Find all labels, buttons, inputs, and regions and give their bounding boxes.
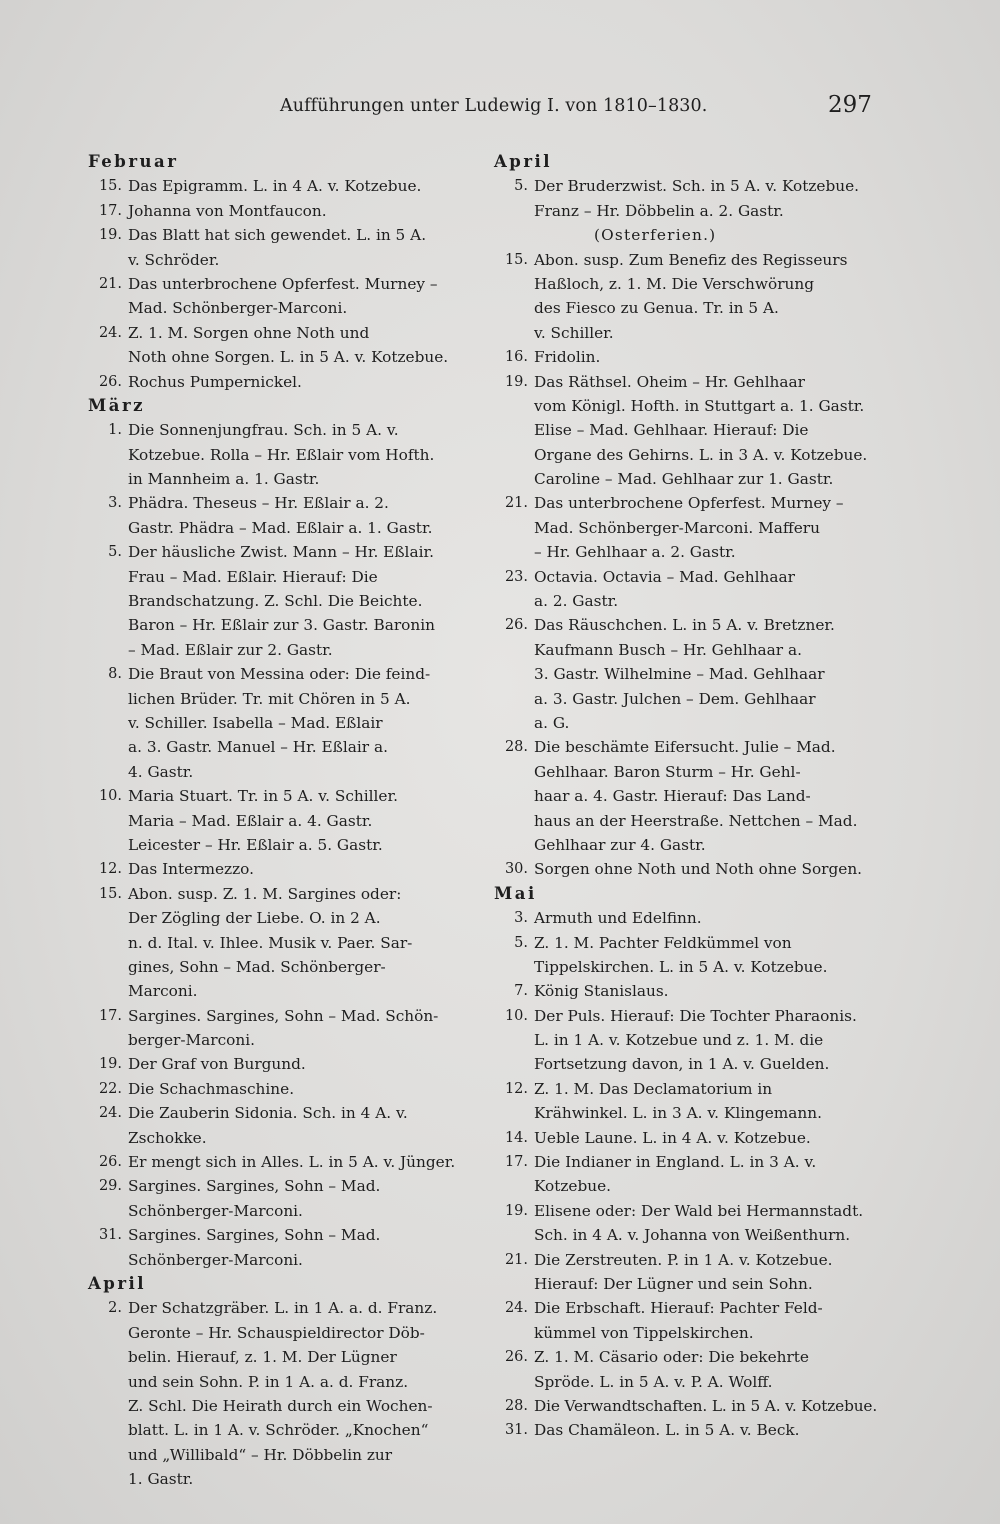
- performance-entry: [494, 174, 879, 223]
- month-heading: März: [88, 395, 146, 415]
- entry-line: Die Verwandtschaften. L. in 5 A. v. Kotzebue.: [534, 1396, 878, 1415]
- entry-line: Kaufmann Busch – Hr. Gehlhaar a.: [534, 640, 802, 659]
- performance-entry: [88, 784, 473, 857]
- entry-line: n. d. Ital. v. Ihlee. Musik v. Paer. Sar-: [128, 933, 413, 952]
- entry-day: 16.: [504, 349, 528, 366]
- entry-line: Ueble Laune. L. in 4 A. v. Kotzebue.: [534, 1128, 811, 1147]
- entry-day: 23.: [504, 568, 528, 585]
- entry-line: König Stanislaus.: [534, 982, 669, 1001]
- entry-line: Fortsetzung davon, in 1 A. v. Guelden.: [534, 1055, 830, 1074]
- entry-line: Elisene oder: Der Wald bei Hermannstadt.: [534, 1201, 864, 1220]
- entry-line: Kotzebue. Rolla – Hr. Eßlair vom Hofth.: [128, 445, 435, 464]
- entry-day: 31.: [504, 1422, 528, 1439]
- performance-entry: [494, 857, 879, 881]
- performance-entry: [494, 1394, 879, 1418]
- entry-line: haus an der Heerstraße. Nettchen – Mad.: [534, 811, 858, 830]
- performance-entry: [88, 491, 473, 540]
- entry-line: Sargines. Sargines, Sohn – Mad.: [128, 1226, 381, 1245]
- entry-line: des Fiesco zu Genua. Tr. in 5 A.: [534, 299, 779, 318]
- entry-line: 3. Gastr. Wilhelmine – Mad. Gehlhaar: [534, 665, 825, 684]
- month-heading: Februar: [88, 152, 179, 171]
- entry-day: 15.: [98, 885, 122, 902]
- performance-entry: [494, 735, 879, 857]
- entry-line: a. 2. Gastr.: [534, 592, 619, 611]
- entry-day: 19.: [504, 373, 528, 390]
- performance-entry: [88, 199, 473, 223]
- page-header: [0, 92, 1000, 126]
- entry-day: 28.: [504, 1397, 528, 1414]
- entry-line: Das Epigramm. L. in 4 A. v. Kotzebue.: [128, 177, 422, 196]
- entry-line: Er mengt sich in Alles. L. in 5 A. v. Jünger.: [128, 1153, 456, 1172]
- performance-entry: [88, 272, 473, 321]
- entry-line: Frau – Mad. Eßlair. Hierauf: Die: [128, 567, 378, 586]
- performance-entry: [88, 1223, 473, 1272]
- entry-day: 22.: [98, 1080, 122, 1097]
- entry-line: Sch. in 4 A. v. Johanna von Weißenthurn.: [534, 1226, 851, 1245]
- performance-entry: [494, 1077, 879, 1126]
- performance-entry: [494, 1296, 879, 1345]
- performance-entry: [88, 1174, 473, 1223]
- entry-day: 26.: [98, 1154, 122, 1171]
- entry-line: Fridolin.: [534, 348, 601, 367]
- entry-line: Die Zerstreuten. P. in 1 A. v. Kotzebue.: [534, 1250, 833, 1269]
- entry-day: 5.: [514, 934, 528, 951]
- performance-entry: [494, 1199, 879, 1248]
- entry-day: 26.: [504, 617, 528, 634]
- entry-day: 21.: [98, 275, 122, 292]
- entry-line: gines, Sohn – Mad. Schönberger-: [128, 957, 386, 976]
- entry-line: Schönberger-Marconi.: [128, 1201, 303, 1220]
- entry-line: v. Schiller. Isabella – Mad. Eßlair: [128, 713, 383, 732]
- entry-day: 12.: [504, 1080, 528, 1097]
- entry-line: Das Chamäleon. L. in 5 A. v. Beck.: [534, 1421, 800, 1440]
- entry-line: Armuth und Edelfinn.: [534, 909, 702, 928]
- performance-entry: [88, 1052, 473, 1076]
- entry-line: Der Schatzgräber. L. in 1 A. a. d. Franz.: [128, 1299, 438, 1318]
- entry-line: 1. Gastr.: [128, 1470, 194, 1489]
- performance-entry: [494, 1248, 879, 1297]
- entry-line: Z. 1. M. Sorgen ohne Noth und: [128, 323, 370, 342]
- entry-line: Die Sonnenjungfrau. Sch. in 5 A. v.: [128, 421, 399, 440]
- entry-line: Elise – Mad. Gehlhaar. Hierauf: Die: [534, 421, 809, 440]
- entry-line: Kotzebue.: [534, 1177, 612, 1196]
- entry-line: Franz – Hr. Döbbelin a. 2. Gastr.: [534, 201, 784, 220]
- entry-line: v. Schröder.: [128, 250, 220, 269]
- entry-line: – Hr. Gehlhaar a. 2. Gastr.: [534, 543, 736, 562]
- entry-line: Z. Schl. Die Heirath durch ein Wochen-: [128, 1396, 433, 1415]
- performance-entry: [88, 223, 473, 272]
- entry-line: Tippelskirchen. L. in 5 A. v. Kotzebue.: [534, 957, 828, 976]
- entry-day: 15.: [504, 251, 528, 268]
- entry-line: Haßloch, z. 1. M. Die Verschwörung: [534, 274, 815, 293]
- performance-entry: [494, 565, 879, 614]
- entry-line: Johanna von Montfaucon.: [128, 201, 327, 220]
- entry-line: Schönberger-Marconi.: [128, 1250, 303, 1269]
- performance-entry: [494, 1004, 879, 1077]
- entry-line: Z. 1. M. Pachter Feldkümmel von: [534, 933, 792, 952]
- performance-entry: [494, 1126, 879, 1150]
- entry-day: 26.: [98, 373, 122, 390]
- entry-line: Der Puls. Hierauf: Die Tochter Pharaonis.: [534, 1006, 857, 1025]
- performance-entry: [494, 931, 879, 980]
- performance-entry: [494, 248, 879, 346]
- entry-line: a. 3. Gastr. Manuel – Hr. Eßlair a.: [128, 738, 388, 757]
- entry-line: Octavia. Octavia – Mad. Gehlhaar: [534, 567, 795, 586]
- entry-line: und „Willibald“ – Hr. Döbbelin zur: [128, 1445, 393, 1464]
- entry-day: 26.: [504, 1349, 528, 1366]
- performance-entry: [88, 1150, 473, 1174]
- entry-line: Abon. susp. Z. 1. M. Sargines oder:: [128, 884, 402, 903]
- entry-day: 30.: [504, 861, 528, 878]
- entry-line: Caroline – Mad. Gehlhaar zur 1. Gastr.: [534, 470, 834, 489]
- entry-line: Phädra. Theseus – Hr. Eßlair a. 2.: [128, 494, 389, 513]
- performance-entry: [494, 370, 879, 492]
- entry-line: kümmel von Tippelskirchen.: [534, 1323, 754, 1342]
- performance-entry: [494, 1418, 879, 1442]
- entry-day: 19.: [98, 227, 122, 244]
- performance-entry: [494, 491, 879, 564]
- performance-entry: [88, 1101, 473, 1150]
- entry-line: Der Graf von Burgund.: [128, 1055, 306, 1074]
- month-heading: Mai: [494, 883, 537, 903]
- entry-day: 21.: [504, 495, 528, 512]
- entry-day: 17.: [98, 1007, 122, 1024]
- entry-line: Krähwinkel. L. in 3 A. v. Klingemann.: [534, 1104, 822, 1123]
- entry-line: Mad. Schönberger-Marconi. Mafferu: [534, 518, 820, 537]
- performance-entry: [88, 540, 473, 662]
- month-heading: April: [88, 1273, 147, 1293]
- entry-line: Z. 1. M. Das Declamatorium in: [534, 1079, 773, 1098]
- entry-line: Gastr. Phädra – Mad. Eßlair a. 1. Gastr.: [128, 518, 433, 537]
- entry-line: Der Zögling der Liebe. O. in 2 A.: [128, 909, 381, 928]
- entry-line: Hierauf: Der Lügner und sein Sohn.: [534, 1274, 813, 1293]
- entry-line: Sorgen ohne Noth und Noth ohne Sorgen.: [534, 860, 863, 879]
- entry-day: 17.: [504, 1154, 528, 1171]
- entry-day: 17.: [98, 202, 122, 219]
- entry-line: L. in 1 A. v. Kotzebue und z. 1. M. die: [534, 1031, 824, 1050]
- entry-day: 15.: [98, 178, 122, 195]
- performance-entry: [494, 979, 879, 1003]
- entry-line: vom Königl. Hofth. in Stuttgart a. 1. Gastr.: [534, 396, 865, 415]
- performance-entry: [494, 906, 879, 930]
- entry-line: Das Räuschchen. L. in 5 A. v. Bretzner.: [534, 616, 835, 635]
- entry-day: 5.: [108, 544, 122, 561]
- entry-line: v. Schiller.: [534, 323, 614, 342]
- entry-line: Mad. Schönberger-Marconi.: [128, 299, 348, 318]
- entry-line: Leicester – Hr. Eßlair a. 5. Gastr.: [128, 835, 383, 854]
- entry-line: lichen Brüder. Tr. mit Chören in 5 A.: [128, 689, 411, 708]
- entry-line: Der häusliche Zwist. Mann – Hr. Eßlair.: [128, 543, 434, 562]
- performance-entry: [88, 882, 473, 1004]
- performance-entry: [494, 613, 879, 735]
- entry-line: a. 3. Gastr. Julchen – Dem. Gehlhaar: [534, 689, 816, 708]
- performance-entry: [494, 345, 879, 369]
- entry-line: Die Erbschaft. Hierauf: Pachter Feld-: [534, 1299, 823, 1318]
- entry-day: 19.: [98, 1056, 122, 1073]
- entry-line: Das Intermezzo.: [128, 860, 254, 879]
- performance-entry: [88, 857, 473, 881]
- performance-entry: [88, 1077, 473, 1101]
- page-number: 297: [828, 92, 872, 118]
- entry-line: Das unterbrochene Opferfest. Murney –: [128, 274, 438, 293]
- entry-line: Der Bruderzwist. Sch. in 5 A. v. Kotzebue.: [534, 177, 860, 196]
- performance-entry: [88, 1004, 473, 1053]
- entry-day: 3.: [108, 495, 122, 512]
- performance-entry: [494, 1150, 879, 1199]
- entry-line: Die Schachmaschine.: [128, 1079, 295, 1098]
- running-title: Aufführungen unter Ludewig I. von 1810–1830.: [280, 96, 708, 116]
- entry-day: 31.: [98, 1227, 122, 1244]
- entry-line: Noth ohne Sorgen. L. in 5 A. v. Kotzebue.: [128, 348, 449, 367]
- entry-day: 24.: [98, 324, 122, 341]
- entry-line: Marconi.: [128, 982, 198, 1001]
- section-note: (Osterferien.): [594, 226, 717, 245]
- entry-line: Das Blatt hat sich gewendet. L. in 5 A.: [128, 226, 427, 245]
- entry-line: Die beschämte Eifersucht. Julie – Mad.: [534, 738, 836, 757]
- performance-entry: [88, 321, 473, 370]
- entry-day: 7.: [514, 983, 528, 1000]
- entry-line: belin. Hierauf, z. 1. M. Der Lügner: [128, 1348, 397, 1367]
- entry-day: 2.: [108, 1300, 122, 1317]
- entry-line: Die Indianer in England. L. in 3 A. v.: [534, 1153, 817, 1172]
- entry-line: – Mad. Eßlair zur 2. Gastr.: [128, 640, 333, 659]
- entry-line: 4. Gastr.: [128, 762, 194, 781]
- entry-line: Organe des Gehirns. L. in 3 A. v. Kotzebue.: [534, 445, 868, 464]
- entry-day: 8.: [108, 666, 122, 683]
- entry-line: Die Braut von Messina oder: Die feind-: [128, 665, 431, 684]
- entry-day: 3.: [514, 910, 528, 927]
- entry-line: Die Zauberin Sidonia. Sch. in 4 A. v.: [128, 1104, 408, 1123]
- performance-entry: [88, 418, 473, 491]
- entry-line: blatt. L. in 1 A. v. Schröder. „Knochen“: [128, 1421, 429, 1440]
- entry-day: 19.: [504, 1202, 528, 1219]
- entry-line: Geronte – Hr. Schauspieldirector Döb-: [128, 1323, 425, 1342]
- left-column: [88, 150, 473, 1491]
- entry-line: berger-Marconi.: [128, 1031, 255, 1050]
- entry-day: 10.: [504, 1007, 528, 1024]
- entry-line: Das unterbrochene Opferfest. Murney –: [534, 494, 844, 513]
- entry-line: Das Räthsel. Oheim – Hr. Gehlhaar: [534, 372, 805, 391]
- performance-entry: [88, 370, 473, 394]
- entry-line: Abon. susp. Zum Benefiz des Regisseurs: [534, 250, 848, 269]
- entry-line: a. G.: [534, 713, 570, 732]
- entry-line: Brandschatzung. Z. Schl. Die Beichte.: [128, 592, 423, 611]
- entry-day: 5.: [514, 178, 528, 195]
- entry-day: 21.: [504, 1251, 528, 1268]
- entry-line: Gehlhaar. Baron Sturm – Hr. Gehl-: [534, 762, 801, 781]
- entry-day: 14.: [504, 1129, 528, 1146]
- entry-day: 29.: [98, 1178, 122, 1195]
- month-heading: April: [494, 152, 553, 171]
- entry-day: 1.: [108, 422, 122, 439]
- performance-entry: [88, 174, 473, 198]
- entry-line: haar a. 4. Gastr. Hierauf: Das Land-: [534, 787, 811, 806]
- entry-day: 24.: [504, 1300, 528, 1317]
- entry-line: Z. 1. M. Cäsario oder: Die bekehrte: [534, 1348, 809, 1367]
- entry-line: Maria – Mad. Eßlair a. 4. Gastr.: [128, 811, 373, 830]
- entry-line: Rochus Pumpernickel.: [128, 372, 302, 391]
- entry-day: 12.: [98, 861, 122, 878]
- performance-entry: [88, 662, 473, 784]
- entry-day: 10.: [98, 788, 122, 805]
- entry-line: Sargines. Sargines, Sohn – Mad.: [128, 1177, 381, 1196]
- performance-entry: [88, 1296, 473, 1491]
- entry-line: Baron – Hr. Eßlair zur 3. Gastr. Baronin: [128, 616, 435, 635]
- entry-day: 28.: [504, 739, 528, 756]
- entry-line: Zschokke.: [128, 1128, 207, 1147]
- right-column: [494, 150, 879, 1443]
- entry-line: Maria Stuart. Tr. in 5 A. v. Schiller.: [128, 787, 398, 806]
- entry-line: und sein Sohn. P. in 1 A. a. d. Franz.: [128, 1372, 409, 1391]
- entry-line: Sargines. Sargines, Sohn – Mad. Schön-: [128, 1006, 439, 1025]
- entry-line: Spröde. L. in 5 A. v. P. A. Wolff.: [534, 1372, 773, 1391]
- entry-line: Gehlhaar zur 4. Gastr.: [534, 835, 706, 854]
- entry-day: 24.: [98, 1105, 122, 1122]
- performance-entry: [494, 1345, 879, 1394]
- entry-line: in Mannheim a. 1. Gastr.: [128, 470, 320, 489]
